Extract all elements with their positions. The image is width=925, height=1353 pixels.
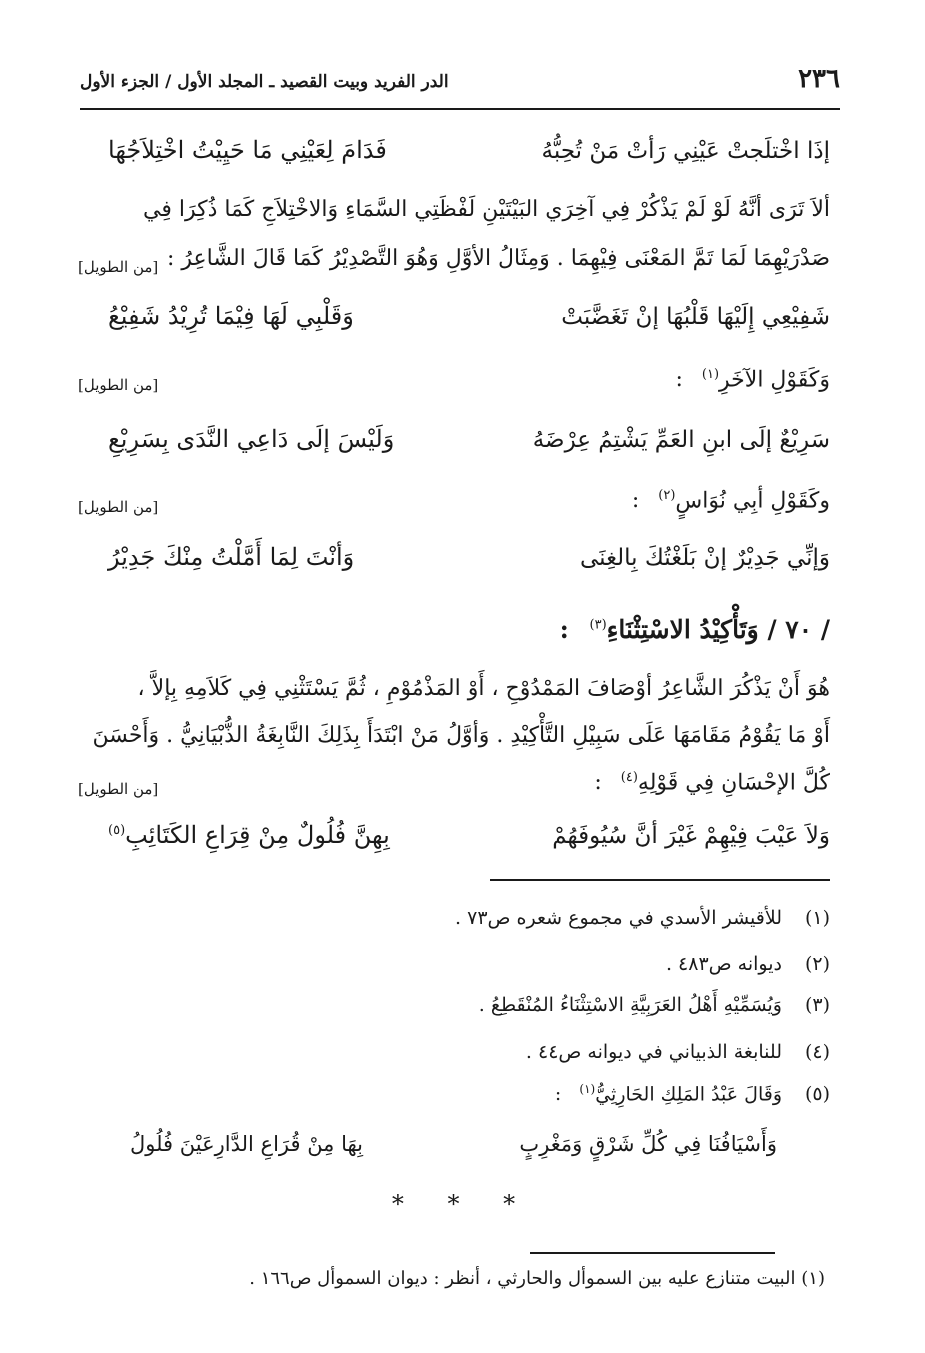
footnote-number: (٤) — [804, 1041, 830, 1063]
verse-3-left: وَلَيْسَ إلَى دَاعِي النَّدَى بِسَرِيْعِ — [108, 425, 395, 453]
meter-label: [من الطويل] — [78, 376, 159, 394]
verse-3-right: سَرِيْعٌ إلَى ابنِ العَمِّ يَشْتِمُ عِرْضَهُ — [532, 427, 830, 453]
running-title: الدر الفريد وبيت القصيد ـ المجلد الأول / الجزء الأول — [80, 72, 449, 92]
header-rule — [80, 108, 840, 110]
prose-line: ألاَ تَرَى أنَّهُ لَوْ لَمْ يَذْكُرْ فِي آخِرَي البَيْتَيْنِ لَفْظَتِي السَّمَاءِ وَالاخْتِلاَجِ كَمَا ذُكِرَا فِي — [143, 197, 830, 222]
footnote-marker: (١) — [579, 1082, 596, 1096]
verse-1-right: إذَا اخْتلَجتْ عَيْنِي رَأتْ مَنْ تُحِبُّهُ — [541, 138, 830, 164]
footnote-2 — [666, 953, 830, 975]
colon: : — [554, 1083, 562, 1106]
footnote-text: وَيُسَمِّيْهِ أَهْلُ العَرَبِيَّةِ الاسْتِثْنَاءُ المُنْقَطِعُ . — [478, 994, 782, 1016]
footnote-5 — [555, 1082, 830, 1105]
prose-text: كُلَّ الإحْسَانِ فِي قَوْلِهِ — [637, 770, 830, 796]
verse-2-left: وَقَلْبِي لَهَا فِيْمَا تُرِيْدُ شَفِيْعُ — [108, 302, 354, 330]
prose-line: صَدْرَيْهِمَا لَمَا تَمَّ المَعْنَى فِيْهِمَا . وَمِثَالُ الأوَّلِ وَهُوَ التَّصْدِيْرُ كَمَا قَالَ الشَّاعِرُ : — [166, 246, 830, 271]
footnote-marker: (٥) — [108, 823, 126, 838]
meter-label: [من الطويل] — [78, 258, 159, 276]
colon: : — [559, 615, 569, 644]
intro-text: وَكَقَوْلِ الآخَرِ — [719, 367, 830, 393]
section-separator: * * * — [391, 1190, 534, 1218]
prose-line: أَوْ مَا يَقُوْمُ مَقَامَهَا عَلَى سَبِيْلِ التَّأْكِيْدِ . وَأوَّلُ مَنْ ابْتَدَأَ بِذَلِكَ النَّابِغَةُ الذُّبْيَانِيُّ . وَأَحْسَنَ — [92, 723, 830, 748]
footnote-marker: (٣) — [589, 617, 607, 633]
footnote-number: (٢) — [804, 953, 830, 975]
page-header — [80, 58, 840, 104]
footnote-text: ديوانه ص٤٨٣ . — [665, 953, 782, 975]
prose-line: هُوَ أَنْ يَذْكُرَ الشَّاعِرُ أوْصَافَ المَمْدُوْحِ ، أَوْ المَذْمُوْمِ ، ثُمَّ يَسْتَثْنِي فِي كَلاَمِهِ بِإلاَّ ، — [137, 676, 830, 701]
footnote-3 — [479, 994, 830, 1016]
footnote-1 — [455, 907, 830, 929]
footnote-text: للنابغة الذبياني في ديوانه ص٤٤ . — [525, 1041, 782, 1063]
sub-footnote: (١) البيت متنازع عليه بين السموأل والحارثي ، أنظر : ديوان السموأل ص١٦٦ . — [249, 1268, 825, 1289]
colon: : — [631, 488, 640, 514]
verse-intro — [632, 488, 830, 513]
colon: : — [594, 770, 602, 796]
footnote-4 — [526, 1041, 830, 1063]
footnote-number: (١) — [804, 907, 830, 929]
footnote-verse-left: بِهَا مِنْ قُرَاعِ الدَّارِعَيْنَ فُلُولُ — [130, 1132, 364, 1156]
footnote-number: (٥) — [804, 1083, 830, 1106]
page-number: ٢٣٦ — [798, 64, 840, 94]
footnote-marker: (١) — [701, 367, 720, 382]
meter-label: [من الطويل] — [78, 498, 159, 516]
footnote-rule — [490, 879, 830, 881]
footnote-marker: (٤) — [620, 770, 638, 785]
verse-intro — [675, 367, 830, 392]
prose-line — [594, 770, 830, 795]
footnote-verse-right: وَأَسْيَافُنَا فِي كُلِّ شَرْقٍ وَمَغْرِبٍ — [519, 1132, 777, 1156]
section-heading — [560, 615, 830, 644]
section-title: وَتَأْكِيْدُ الاسْتِثْنَاءِ — [606, 615, 759, 644]
verse-4-right: وَإنِّي جَدِيْرٌ إنْ بَلَغْتُكَ بِالغِنَى — [579, 545, 830, 571]
verse-5-left — [108, 821, 390, 849]
verse-5-right: وَلاَ عَيْبَ فِيْهِمْ غَيْرَ أنَّ سُيُوفَهُمْ — [552, 823, 830, 849]
verse-1-left: فَدَامَ لِعَيْنِي مَا حَيِيْتُ اخْتِلاَجُهَا — [108, 136, 387, 164]
sub-footnote-rule — [530, 1252, 775, 1254]
colon: : — [675, 367, 683, 393]
verse-2-right: شَفِيْعِي إِلَيْهَا قَلْبُهَا إنْ تَغَضَّبَتْ — [561, 304, 830, 330]
intro-text: وكَقَوْلِ أبِي نُوَاسٍ — [675, 488, 830, 514]
meter-label: [من الطويل] — [78, 780, 159, 798]
verse-4-left: وَأنْتَ لِمَا أَمَّلْتُ مِنْكَ جَدِيْرُ — [108, 543, 355, 571]
footnote-text: للأقيشر الأسدي في مجموع شعره ص٧٣ . — [455, 907, 782, 929]
footnote-marker: (٢) — [658, 488, 676, 503]
section-number: / ٧٠ / — [767, 615, 830, 644]
footnote-number: (٣) — [804, 994, 830, 1016]
verse-text: بِهِنَّ فُلُولٌ مِنْ قِرَاعِ الكَتَائِبِ — [125, 821, 390, 849]
footnote-text: وَقَالَ عَبْدُ المَلِكِ الحَارِثِيُّ — [595, 1083, 782, 1106]
